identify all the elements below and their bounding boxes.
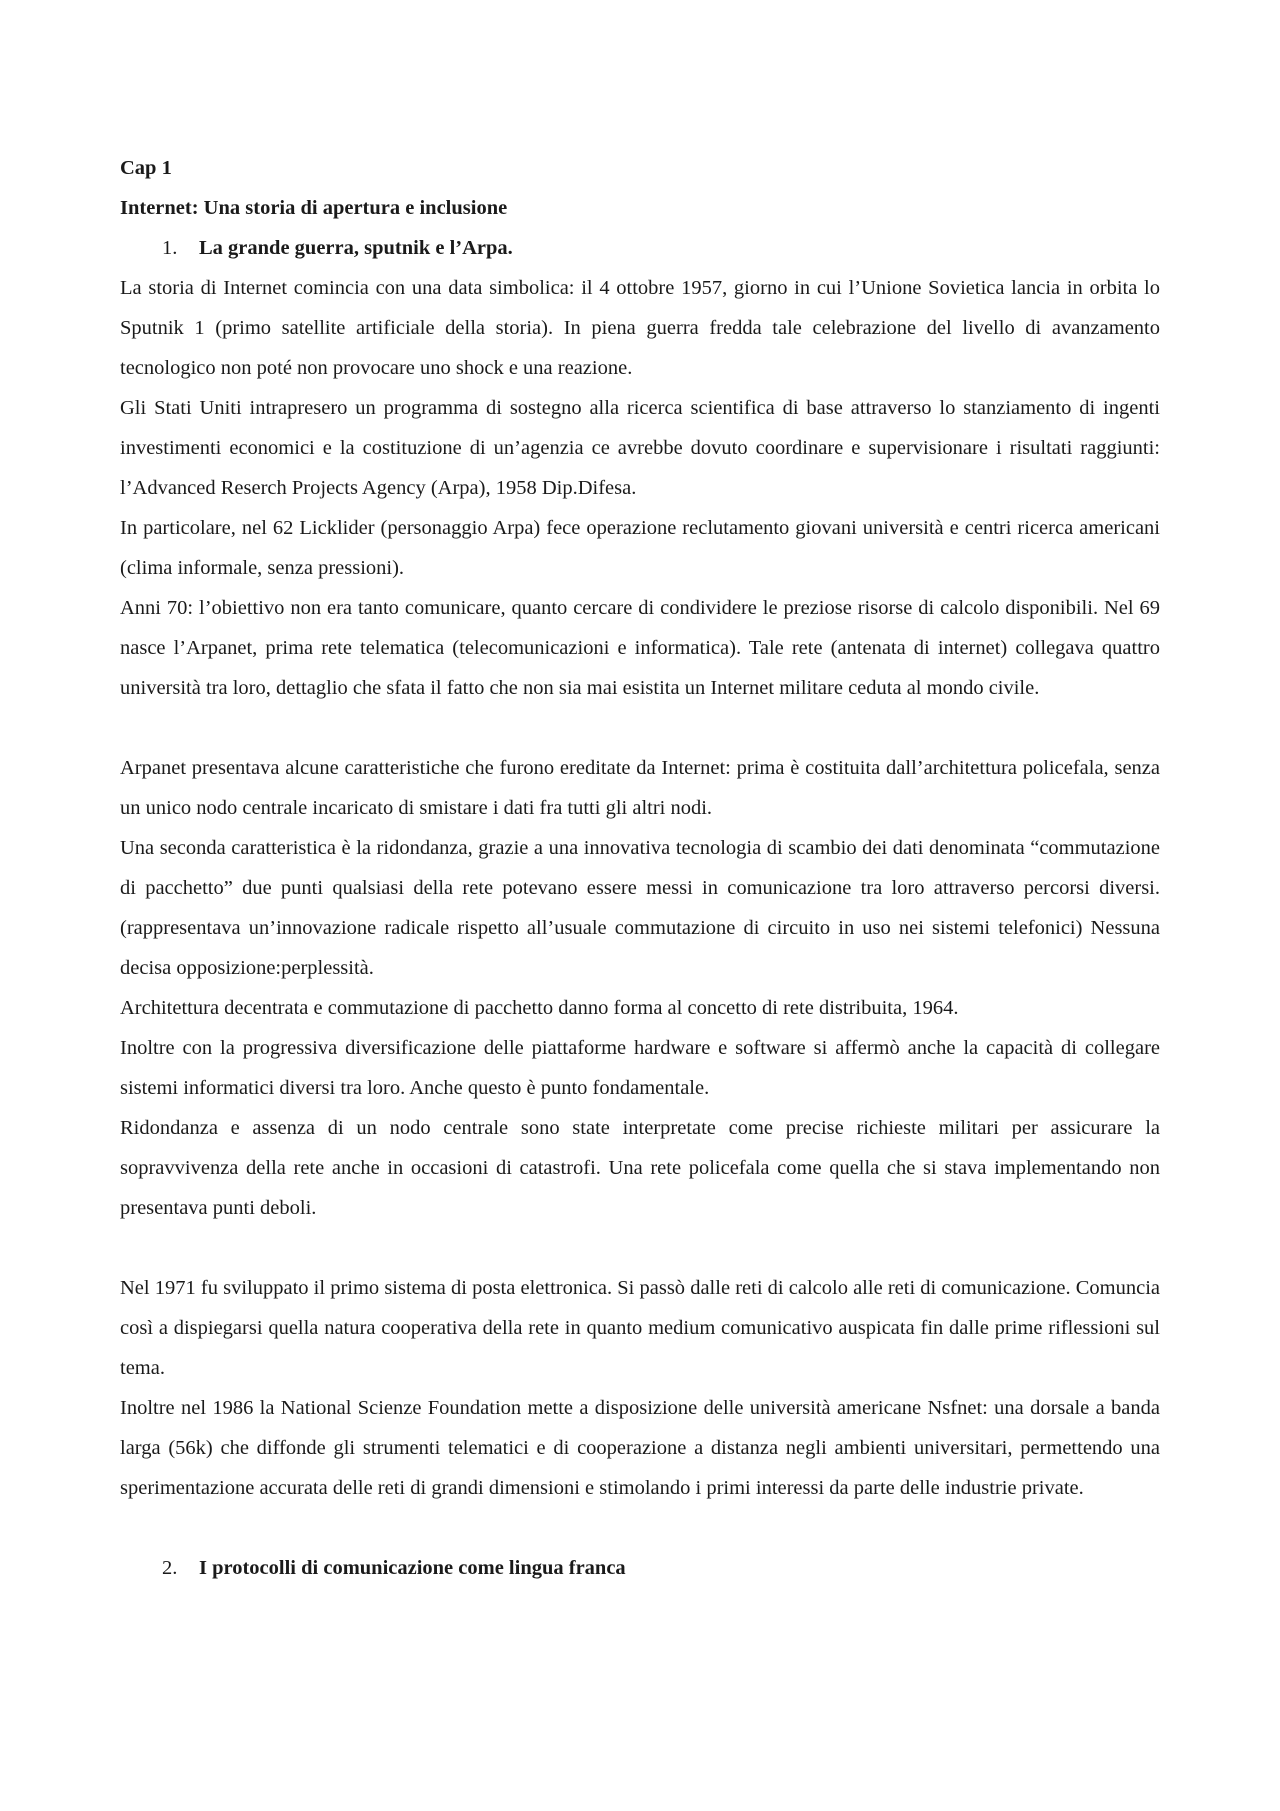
section-2-number: 2.	[162, 1557, 178, 1579]
paragraph: Architettura decentrata e commutazione di pacchetto danno forma al concetto di rete distribuita, 1964.	[120, 997, 959, 1019]
blank-line	[120, 1228, 1160, 1268]
paragraph: Gli Stati Uniti intrapresero un programma di sostegno alla ricerca scientifica di base attraverso lo stanziamento di ingenti investimenti economici e la costituzione di un’agenzia ce avrebbe dovuto coordinare e supervisionare i risultati raggiunti: l’Advanced Reserch Projects Agency (Arpa), 1958 Dip.Difesa.	[120, 397, 1160, 499]
section-1-number: 1.	[162, 237, 178, 259]
paragraph: Inoltre nel 1986 la National Scienze Foundation mette a disposizione delle università americane Nsfnet: una dorsale a banda larga (56k) che diffonde gli strumenti telematici e di cooperazione a distanza negli ambienti universitari, permettendo una sperimentazione accurata delle reti di grandi dimensioni e stimolando i primi interessi da parte delle industrie private.	[120, 1397, 1160, 1499]
paragraph: Inoltre con la progressiva diversificazione delle piattaforme hardware e software si affermò anche la capacità di collegare sistemi informatici diversi tra loro. Anche questo è punto fondamentale.	[120, 1037, 1160, 1099]
paragraph: La storia di Internet comincia con una data simbolica: il 4 ottobre 1957, giorno in cui l’Unione Sovietica lancia in orbita lo Sputnik 1 (primo satellite artificiale della storia). In piena guerra fredda tale celebrazione del livello di avanzamento tecnologico non poté non provocare uno shock e una reazione.	[120, 277, 1160, 379]
paragraph: Arpanet presentava alcune caratteristiche che furono ereditate da Internet: prima è costituita dall’architettura policefala, senza un unico nodo centrale incaricato di smistare i dati fra tutti gli altri nodi.	[120, 757, 1160, 819]
section-1-heading	[120, 228, 1160, 268]
section-2-heading	[120, 1548, 1160, 1588]
paragraph: In particolare, nel 62 Licklider (personaggio Arpa) fece operazione reclutamento giovani università e centri ricerca americani (clima informale, senza pressioni).	[120, 517, 1160, 579]
section-2-title: I protocolli di comunicazione come lingua franca	[199, 1557, 626, 1579]
chapter-label: Cap 1	[120, 157, 172, 179]
blank-line	[120, 708, 1160, 748]
document-page	[120, 148, 1160, 1588]
section-1-title: La grande guerra, sputnik e l’Arpa.	[199, 237, 513, 259]
paragraph: Anni 70: l’obiettivo non era tanto comunicare, quanto cercare di condividere le preziose risorse di calcolo disponibili. Nel 69 nasce l’Arpanet, prima rete telematica (telecomunicazioni e informatica). Tale rete (antenata di internet) collegava quattro università tra loro, dettaglio che sfata il fatto che non sia mai esistita un Internet militare ceduta al mondo civile.	[120, 597, 1160, 699]
blank-line	[120, 1508, 1160, 1548]
chapter-title: Internet: Una storia di apertura e inclusione	[120, 197, 508, 219]
paragraph: Una seconda caratteristica è la ridondanza, grazie a una innovativa tecnologia di scambio dei dati denominata “commutazione di pacchetto” due punti qualsiasi della rete potevano essere messi in comunicazione tra loro attraverso percorsi diversi. (rappresentava un’innovazione radicale rispetto all’usuale commutazione di circuito in uso nei sistemi telefonici) Nessuna decisa opposizione:perplessità.	[120, 837, 1160, 979]
paragraph: Ridondanza e assenza di un nodo centrale sono state interpretate come precise richieste militari per assicurare la sopravvivenza della rete anche in occasioni di catastrofi. Una rete policefala come quella che si stava implementando non presentava punti deboli.	[120, 1117, 1160, 1219]
paragraph: Nel 1971 fu sviluppato il primo sistema di posta elettronica. Si passò dalle reti di calcolo alle reti di comunicazione. Comuncia così a dispiegarsi quella natura cooperativa della rete in quanto medium comunicativo auspicata fin dalle prime riflessioni sul tema.	[120, 1277, 1160, 1379]
